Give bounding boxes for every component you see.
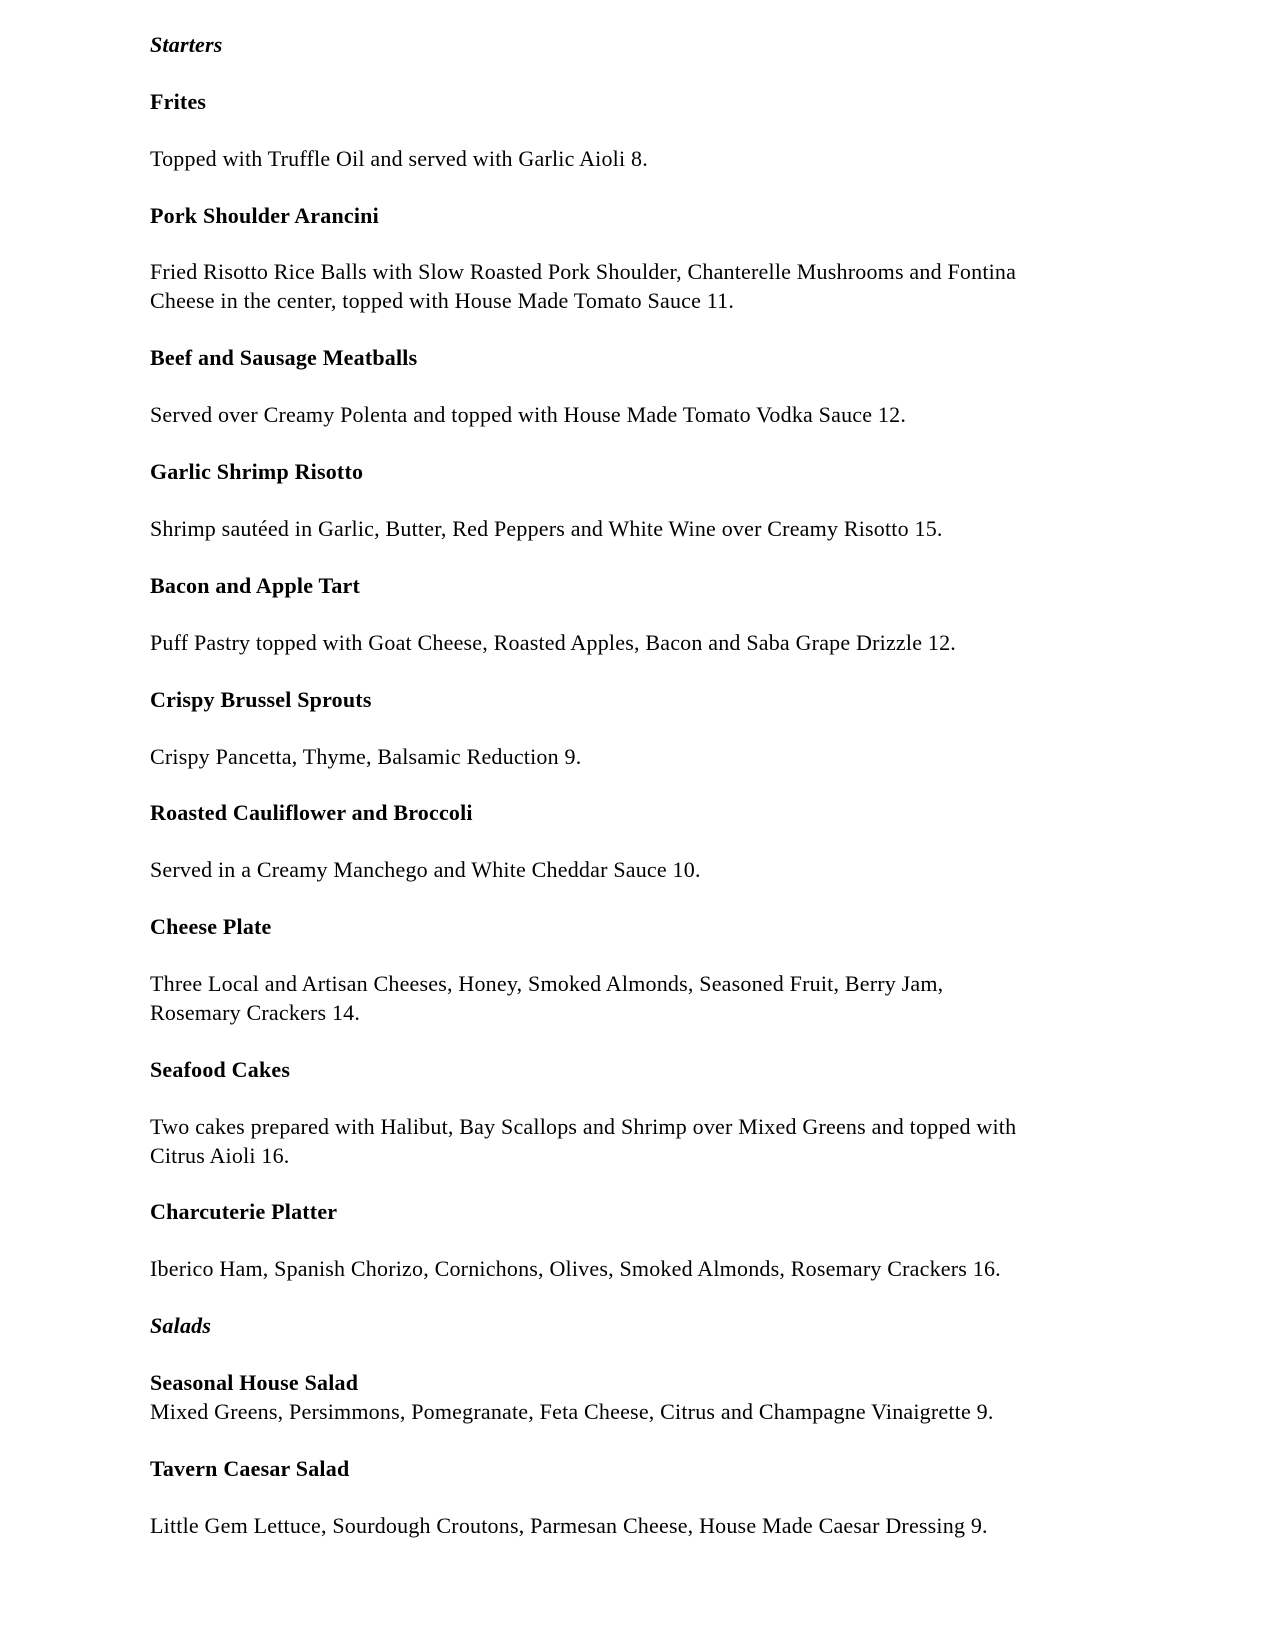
menu-item-description: Little Gem Lettuce, Sourdough Croutons, Parmesan Cheese, House Made Caesar Dressing 9.: [150, 1513, 988, 1538]
menu-item-name: Tavern Caesar Salad: [150, 1456, 350, 1481]
menu-item-description: Fried Risotto Rice Balls with Slow Roasted Pork Shoulder, Chanterelle Mushrooms and Fontina: [150, 259, 1017, 284]
menu-item-description: Two cakes prepared with Halibut, Bay Scallops and Shrimp over Mixed Greens and topped with: [150, 1114, 1017, 1139]
menu-item-description: Crispy Pancetta, Thyme, Balsamic Reduction 9.: [150, 744, 582, 769]
menu-item-name: Bacon and Apple Tart: [150, 573, 361, 598]
menu-item-name: Charcuterie Platter: [150, 1199, 338, 1224]
menu-item-name: Seafood Cakes: [150, 1057, 291, 1082]
menu-item-name: Frites: [150, 89, 207, 114]
menu-item-description: Served over Creamy Polenta and topped with House Made Tomato Vodka Sauce 12.: [150, 402, 907, 427]
section-heading-salads: Salads: [150, 1313, 212, 1338]
menu-item-description: Three Local and Artisan Cheeses, Honey, Smoked Almonds, Seasoned Fruit, Berry Jam,: [150, 971, 944, 996]
menu-item-name: Crispy Brussel Sprouts: [150, 687, 372, 712]
menu-item-description: Cheese in the center, topped with House Made Tomato Sauce 11.: [150, 288, 735, 313]
menu-item-description: Rosemary Crackers 14.: [150, 1000, 361, 1025]
menu-item-description: Mixed Greens, Persimmons, Pomegranate, Feta Cheese, Citrus and Champagne Vinaigrette 9.: [150, 1399, 994, 1424]
menu-item-description: Citrus Aioli 16.: [150, 1143, 290, 1168]
menu-item-name: Roasted Cauliflower and Broccoli: [150, 800, 473, 825]
menu-item-description: Puff Pastry topped with Goat Cheese, Roasted Apples, Bacon and Saba Grape Drizzle 12.: [150, 630, 956, 655]
menu-item-description: Served in a Creamy Manchego and White Cheddar Sauce 10.: [150, 857, 701, 882]
menu-item-description: Shrimp sautéed in Garlic, Butter, Red Peppers and White Wine over Creamy Risotto 15.: [150, 516, 943, 541]
menu-item-name: Pork Shoulder Arancini: [150, 203, 379, 228]
menu-item-description: Iberico Ham, Spanish Chorizo, Cornichons, Olives, Smoked Almonds, Rosemary Crackers 16.: [150, 1256, 1001, 1281]
menu-item-name: Beef and Sausage Meatballs: [150, 345, 418, 370]
menu-item-name: Seasonal House Salad: [150, 1370, 359, 1395]
menu-item-name: Garlic Shrimp Risotto: [150, 459, 364, 484]
section-heading-starters: Starters: [150, 32, 223, 57]
menu-item-name: Cheese Plate: [150, 914, 272, 939]
menu-item-description: Topped with Truffle Oil and served with Garlic Aioli 8.: [150, 146, 648, 171]
